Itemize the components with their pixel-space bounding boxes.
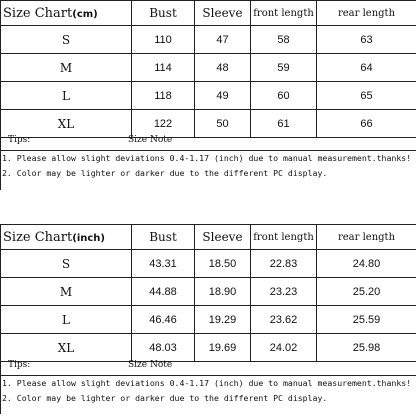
tips-row xyxy=(0,132,416,152)
size-cell: L xyxy=(1,306,132,334)
col-bust: Bust xyxy=(132,1,195,26)
sleeve-cell: 47 xyxy=(195,26,251,54)
sleeve-cell: 49 xyxy=(195,82,251,110)
note-line: 1. Please allow slight deviations 0.4-1.17 (inch) due to manual measurement.thanks! xyxy=(2,378,412,388)
sleeve-cell: 18.90 xyxy=(195,278,251,306)
col-front-length: front length xyxy=(251,225,317,250)
bust-cell: 114 xyxy=(132,54,195,82)
tips-label: Tips: xyxy=(8,360,31,370)
front-length-cell: 61 xyxy=(251,110,317,138)
col-front-length: front length xyxy=(251,1,317,26)
rear-length-cell: 65 xyxy=(317,82,416,110)
col-rear-length: rear length xyxy=(317,1,416,26)
bust-cell: 110 xyxy=(132,26,195,54)
front-length-cell: 60 xyxy=(251,82,317,110)
rear-length-cell: 66 xyxy=(317,110,416,138)
note-line: 1. Please allow slight deviations 0.4-1.17 (inch) due to manual measurement.thanks! xyxy=(2,153,412,163)
size-chart-title xyxy=(1,225,132,250)
table-row xyxy=(1,82,416,110)
bust-cell: 43.31 xyxy=(132,250,195,278)
col-sleeve: Sleeve xyxy=(195,225,251,250)
bust-cell: 46.46 xyxy=(132,306,195,334)
notes-section xyxy=(0,375,416,406)
col-rear-length: rear length xyxy=(317,225,416,250)
tips-row xyxy=(0,357,416,377)
size-table-cm xyxy=(0,0,416,138)
size-chart-title xyxy=(1,1,132,26)
table-row xyxy=(1,306,416,334)
size-chart-label: Size Chart xyxy=(3,5,73,21)
rear-length-cell: 63 xyxy=(317,26,416,54)
size-cell: XL xyxy=(1,334,132,362)
col-bust: Bust xyxy=(132,225,195,250)
size-note-label: Size Note xyxy=(128,135,173,145)
sleeve-cell: 19.69 xyxy=(195,334,251,362)
unit-label: (inch) xyxy=(72,232,105,244)
front-length-cell: 59 xyxy=(251,54,317,82)
sleeve-cell: 18.50 xyxy=(195,250,251,278)
table-header-row xyxy=(1,225,416,250)
rear-length-cell: 24.80 xyxy=(317,250,416,278)
size-chart-label: Size Chart xyxy=(3,229,73,245)
bust-cell: 118 xyxy=(132,82,195,110)
table-row xyxy=(1,26,416,54)
table-row xyxy=(1,278,416,306)
table-row xyxy=(1,250,416,278)
size-cell: S xyxy=(1,26,132,54)
table-header-row xyxy=(1,1,416,26)
rear-length-cell: 25.20 xyxy=(317,278,416,306)
rear-length-cell: 25.98 xyxy=(317,334,416,362)
sleeve-cell: 48 xyxy=(195,54,251,82)
notes-section xyxy=(0,150,416,181)
table-row xyxy=(1,54,416,82)
front-length-cell: 24.02 xyxy=(251,334,317,362)
size-cell: M xyxy=(1,54,132,82)
bust-cell: 122 xyxy=(132,110,195,138)
size-cell: XL xyxy=(1,110,132,138)
size-table-inch xyxy=(0,224,416,362)
note-line: 2. Color may be lighter or darker due to the different PC display. xyxy=(2,168,328,178)
front-length-cell: 58 xyxy=(251,26,317,54)
size-cell: M xyxy=(1,278,132,306)
bust-cell: 44.88 xyxy=(132,278,195,306)
size-cell: L xyxy=(1,82,132,110)
col-sleeve: Sleeve xyxy=(195,1,251,26)
rear-length-cell: 64 xyxy=(317,54,416,82)
front-length-cell: 23.23 xyxy=(251,278,317,306)
front-length-cell: 22.83 xyxy=(251,250,317,278)
sleeve-cell: 19.29 xyxy=(195,306,251,334)
tips-label: Tips: xyxy=(8,135,31,145)
bust-cell: 48.03 xyxy=(132,334,195,362)
sleeve-cell: 50 xyxy=(195,110,251,138)
note-line: 2. Color may be lighter or darker due to the different PC display. xyxy=(2,393,328,403)
front-length-cell: 23.62 xyxy=(251,306,317,334)
size-cell: S xyxy=(1,250,132,278)
size-note-label: Size Note xyxy=(128,360,173,370)
rear-length-cell: 25.59 xyxy=(317,306,416,334)
unit-label: (cm) xyxy=(72,8,98,20)
